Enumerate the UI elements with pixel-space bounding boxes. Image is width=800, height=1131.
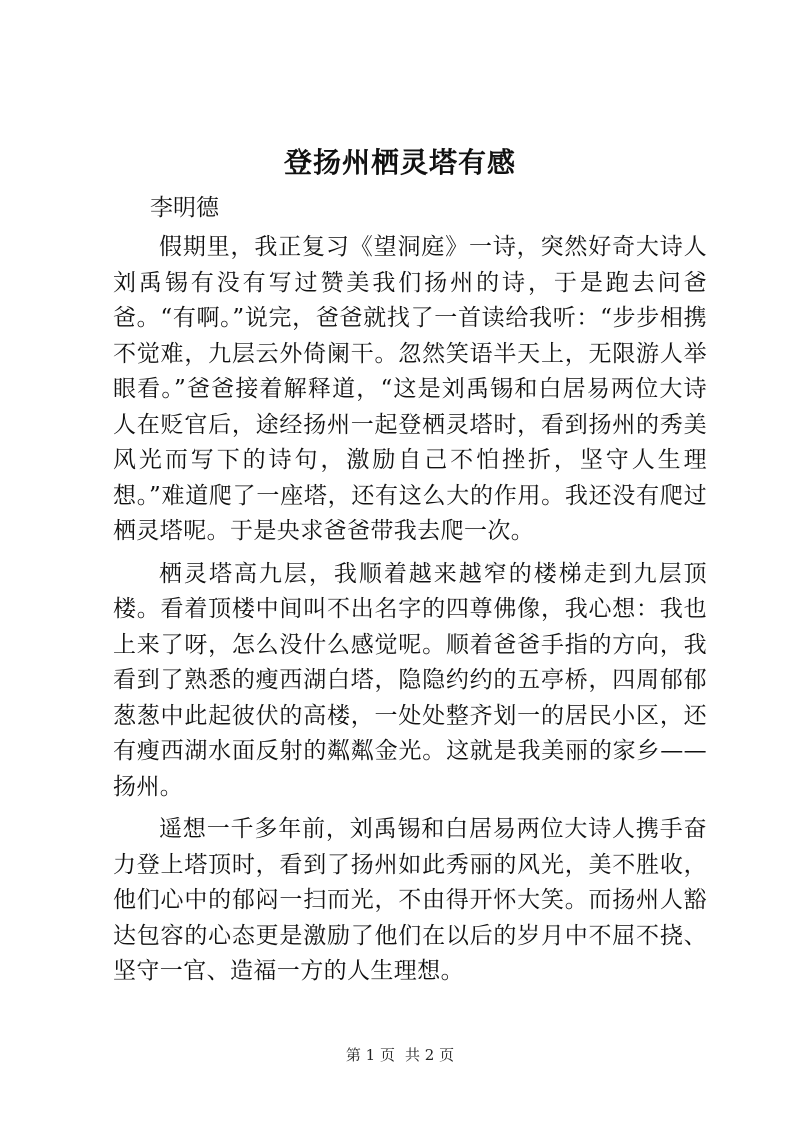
paragraph-1: 假期里，我正复习《望洞庭》一诗，突然好奇大诗人刘禹锡有没有写过赞美我们扬州的诗，于是跑去问爸爸。“有啊。”说完，爸爸就找了一首读给我听：“步步相携不觉难，九层云外倚阑干。忽然笑语半天上，无限游人举眼看。”爸爸接着解释道，“这是刘禹锡和白居易两位大诗人在贬官后，途经扬州一起登栖灵塔时，看到扬州的秀美风光而写下的诗句，激励自己不怕挫折，坚守人生理想。”难道爬了一座塔，还有这么大的作用。我还没有爬过栖灵塔呢。于是央求爸爸带我去爬一次。 [113,234,707,544]
document-body [113,230,707,997]
document-title: 登扬州栖灵塔有感 [283,146,516,179]
paragraph-2: 栖灵塔高九层，我顺着越来越窄的楼梯走到九层顶楼。看着顶楼中间叫不出名字的四尊佛像，我心想：我也上来了呀，怎么没什么感觉呢。顺着爸爸手指的方向，我看到了熟悉的瘦西湖白塔，隐隐约约的五亭桥，四周郁郁葱葱中此起彼伏的高楼，一处处整齐划一的居民小区，还有瘦西湖水面反射的粼粼金光。这就是我美丽的家乡——扬州。 [113,560,707,800]
page-footer [0,1045,800,1065]
page-number: 第 1 页 [345,1046,395,1064]
page-total: 共 2 页 [405,1046,455,1064]
paragraph-3: 遥想一千多年前，刘禹锡和白居易两位大诗人携手奋力登上塔顶时，看到了扬州如此秀丽的风光，美不胜收，他们心中的郁闷一扫而光，不由得开怀大笑。而扬州人豁达包容的心态更是激励了他们在以后的岁月中不屈不挠、坚守一官、造福一方的人生理想。 [113,816,707,984]
author-name: 李明德 [150,195,219,221]
